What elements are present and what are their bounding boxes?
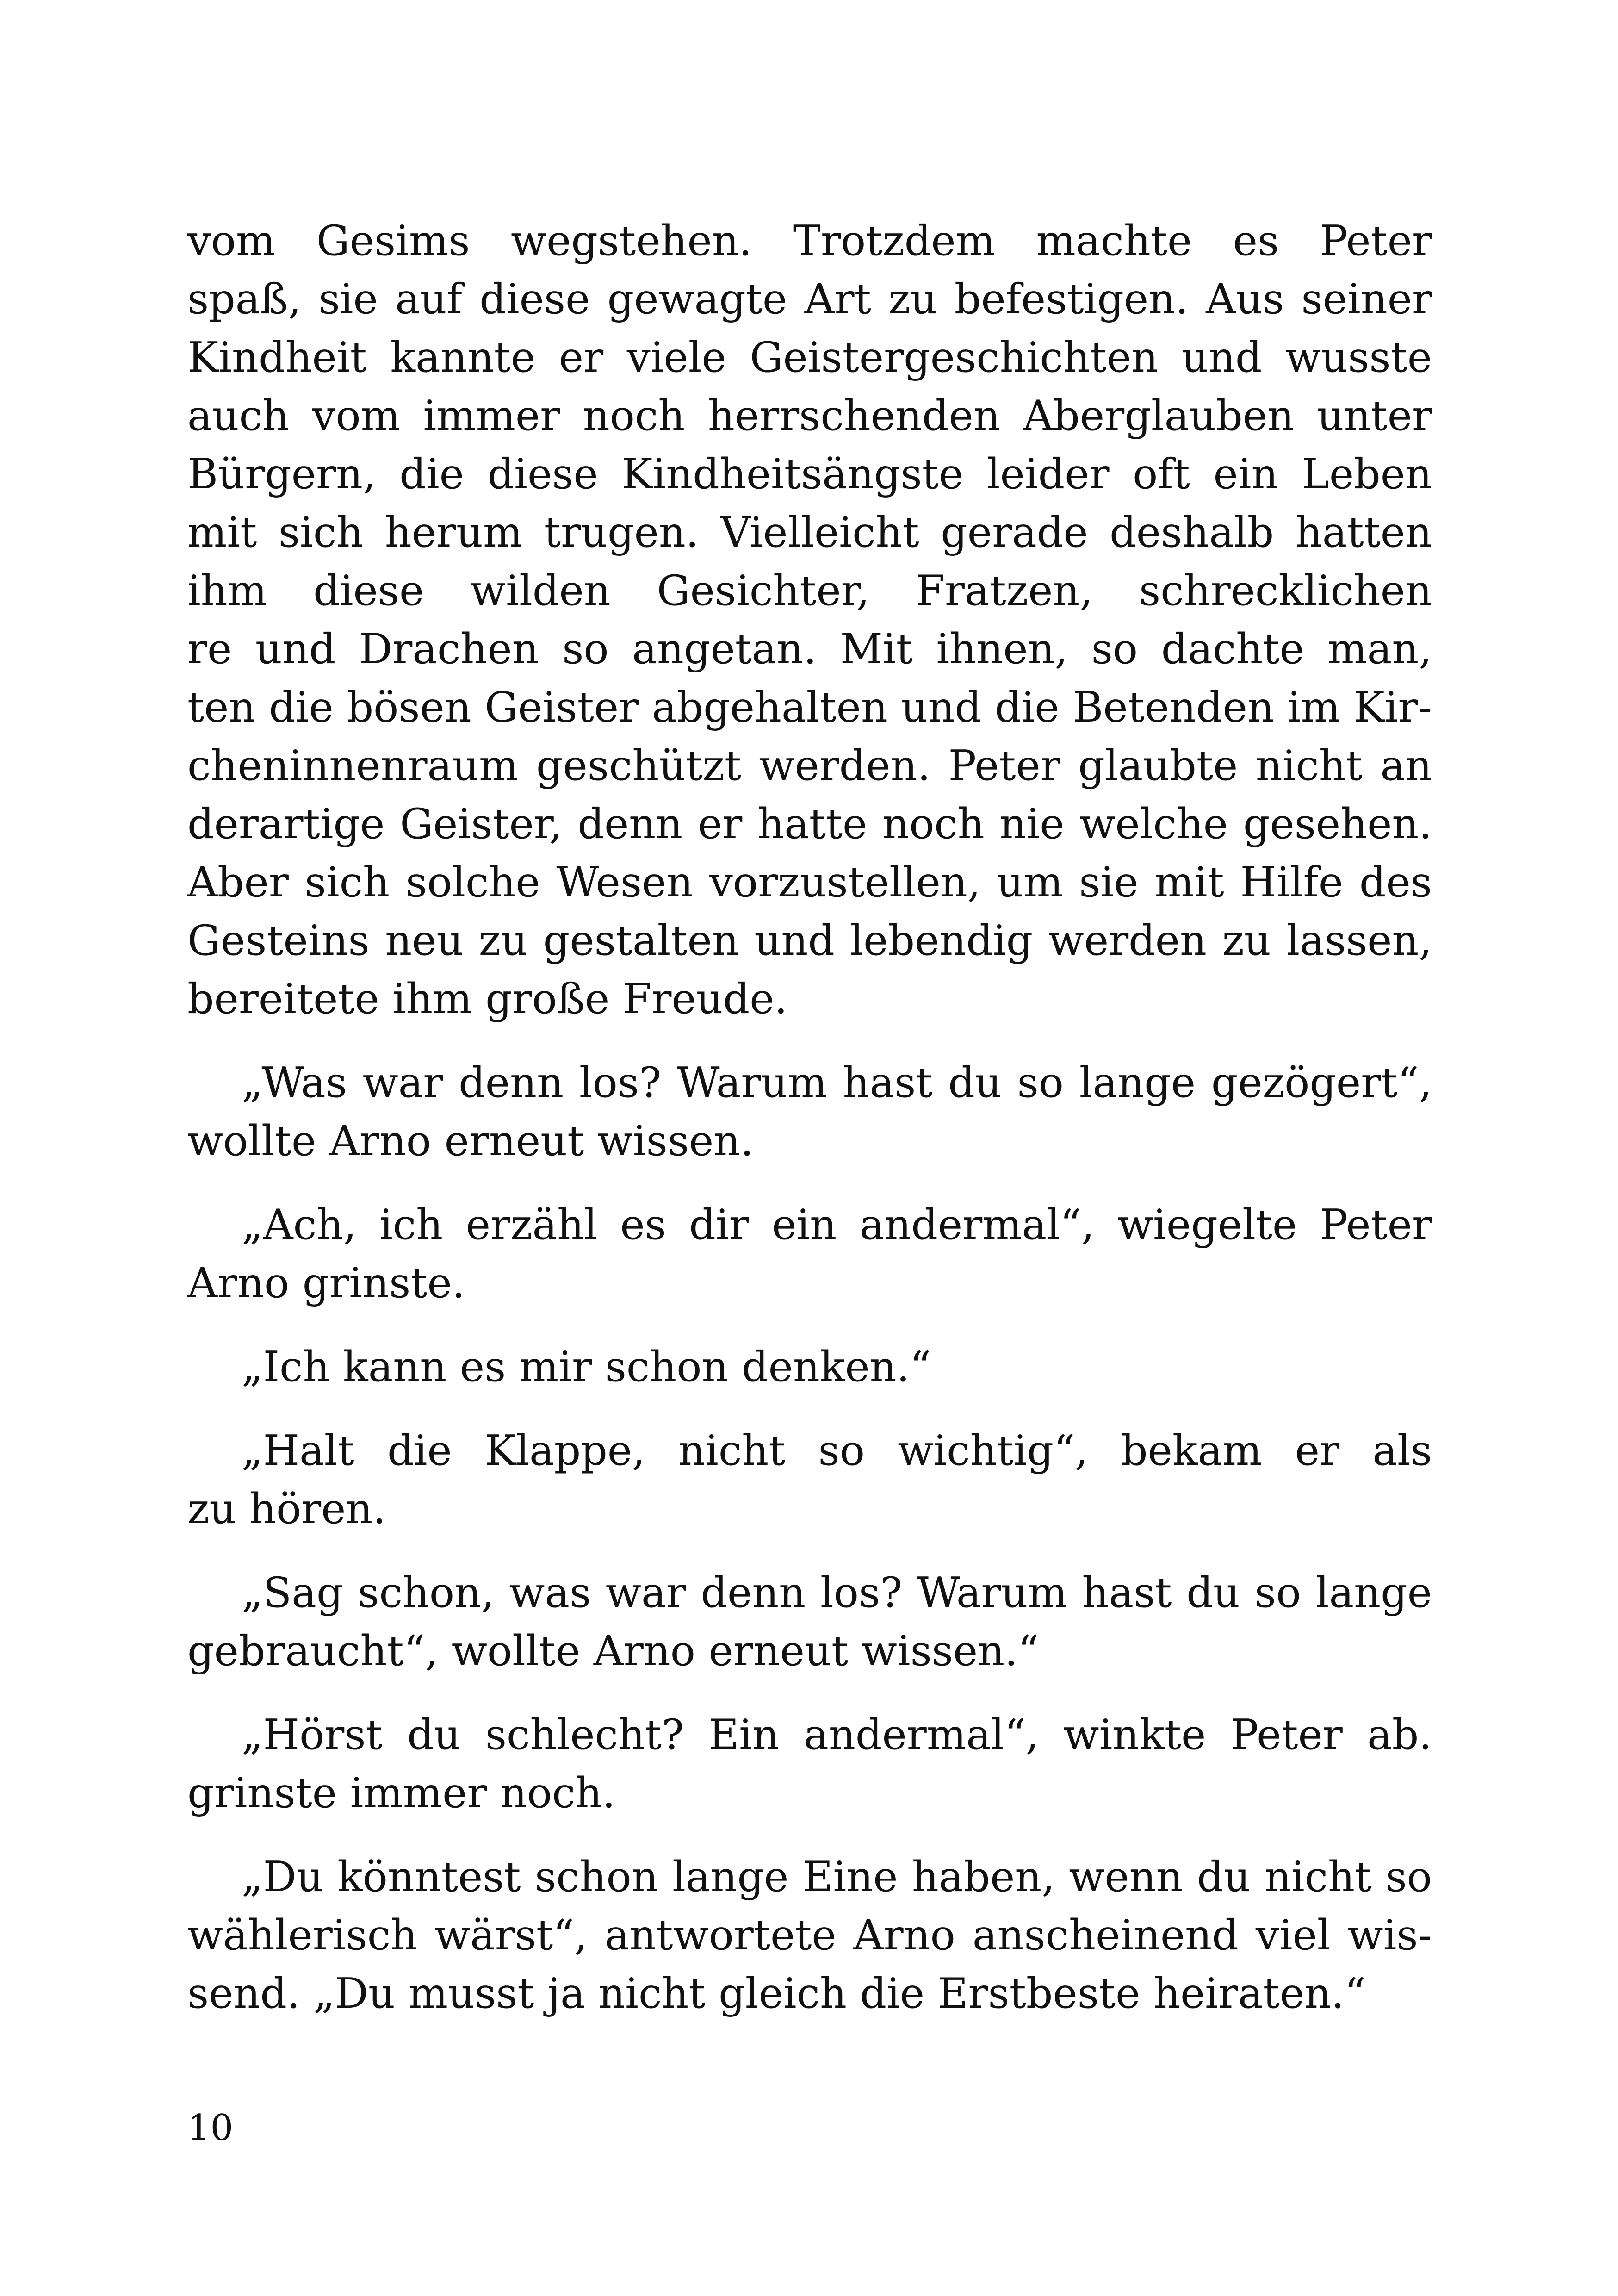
text-line: bereitete ihm große Freude. (187, 975, 788, 1023)
text-line: ten die bösen Geister abgehalten und die Betenden im Kir- (187, 683, 1432, 732)
body-text (187, 212, 1432, 2023)
text-line: „Ich kann es mir schon denken.“ (242, 1343, 931, 1391)
text-line: derartige Geister, denn er hatte noch nie welche gesehen. (187, 800, 1432, 848)
text-line: Gesteins neu zu gestalten und lebendig werden zu lassen, (187, 916, 1432, 965)
text-line: send. „Du musst ja nicht gleich die Erstbeste heiraten.“ (187, 1969, 1366, 2018)
paragraph (187, 1564, 1432, 1680)
text-line: cheninnenraum geschützt werden. Peter glaubte nicht an (187, 741, 1432, 790)
text-line: mit sich herum trugen. Vielleicht gerade deshalb hatten (187, 508, 1432, 557)
paragraph (187, 1422, 1432, 1538)
text-line: „Ach, ich erzähl es dir ein andermal“, wiegelte Peter (242, 1201, 1432, 1249)
text-line: „Hörst du schlecht? Ein andermal“, winkte Peter ab. (242, 1711, 1432, 1759)
paragraph (187, 212, 1432, 1028)
paragraph (187, 1706, 1432, 1823)
text-line: re und Drachen so angetan. Mit ihnen, so dachte man, (187, 625, 1432, 673)
page-number: 10 (187, 2107, 234, 2149)
text-line: wählerisch wärst“, antwortete Arno anscheinend viel wis- (187, 1911, 1432, 1960)
text-line: ihm diese wilden Gesichter, Fratzen, schrecklichen (187, 566, 1432, 615)
text-line: vom Gesims wegstehen. Trotzdem machte es Peter (187, 217, 1432, 265)
text-line: grinste immer noch. (187, 1769, 616, 1817)
text-line: „Du könntest schon lange Eine haben, wenn du nicht so (242, 1853, 1432, 1901)
text-line: spaß, sie auf diese gewagte Art zu befestigen. Aus seiner (187, 275, 1432, 324)
text-line: Kindheit kannte er viele Geistergeschichten und wusste (187, 333, 1432, 382)
text-line: zu hören. (187, 1485, 386, 1533)
text-line: „Sag schon, was war denn los? Warum hast du so lange (242, 1568, 1432, 1617)
text-line: „Halt die Klappe, nicht so wichtig“, bekam er als (242, 1426, 1432, 1475)
paragraph (187, 1196, 1432, 1313)
text-line: „Was war denn los? Warum hast du so lange gezögert“, (242, 1058, 1432, 1107)
text-line: Arno grinste. (187, 1259, 465, 1307)
text-line: wollte Arno erneut wissen. (187, 1117, 754, 1165)
paragraph (187, 1054, 1432, 1170)
text-line: auch vom immer noch herrschenden Aberglauben unter (187, 392, 1432, 440)
text-line: Aber sich solche Wesen vorzustellen, um sie mit Hilfe des (187, 858, 1432, 907)
paragraph (187, 1338, 1432, 1396)
paragraph (187, 1848, 1432, 2023)
text-line: Bürgern, die diese Kindheitsängste leider oft ein Leben (187, 450, 1432, 498)
text-line: gebraucht“, wollte Arno erneut wissen.“ (187, 1627, 1039, 1675)
